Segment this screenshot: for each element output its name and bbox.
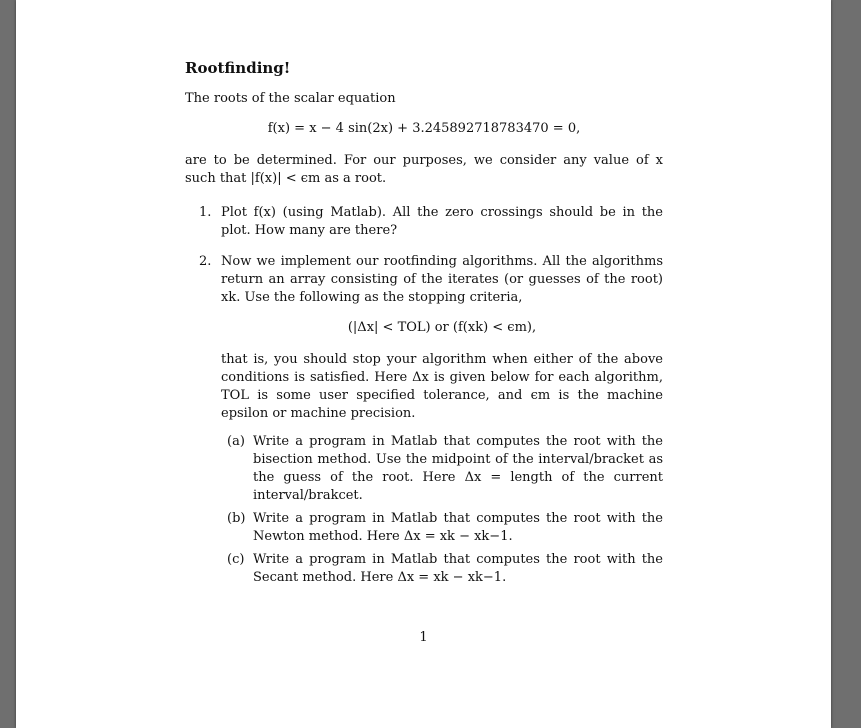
subitem-text: Write a program in Matlab that computes the root with the Secant method. Here Δx = xk − xk−1.: [253, 552, 663, 585]
sublist-item: [221, 551, 663, 587]
main-equation: f(x) = x − 4 sin(2x) + 3.245892718783470 = 0,: [267, 121, 581, 136]
item-text: Plot f(x) (using Matlab). All the zero crossings should be in the plot. How many are there?: [221, 205, 663, 238]
sublist-item: [221, 433, 663, 505]
item-number: 1.: [199, 205, 212, 220]
subitem-text: Write a program in Matlab that computes the root with the Newton method. Here Δx = xk − xk−1.: [253, 511, 663, 544]
subitem-label: (c): [227, 552, 245, 567]
stopping-criteria-equation: (|Δx| < TOL) or (f(xk) < ϵm),: [347, 320, 537, 335]
equation-description: are to be determined. For our purposes, we consider any value of x such that |f(x)| < ϵm as a root.: [185, 153, 663, 186]
item-followup-text: that is, you should stop your algorithm when either of the above conditions is satisfied. Here Δx is given below for each algorithm, TOL is some user specified tolerance, and ϵm is the machine epsilon or machine precision.: [221, 352, 663, 421]
intro-text: The roots of the scalar equation: [185, 91, 396, 106]
document-page: [16, 0, 831, 728]
subitem-text: Write a program in Matlab that computes the root with the bisection method. Use the midpoint of the interval/bracket as the guess of the root. Here Δx = length of the current interval/brakcet.: [253, 434, 663, 503]
section-title: Rootfinding!: [185, 59, 291, 77]
list-item: [185, 253, 663, 587]
sublist-item: [221, 510, 663, 546]
page-content: [185, 58, 663, 600]
list-item: [185, 204, 663, 240]
subitem-label: (a): [227, 434, 245, 449]
subitem-label: (b): [227, 511, 246, 526]
subtask-list: [221, 433, 663, 587]
item-number: 2.: [199, 254, 212, 269]
page-number: 1: [419, 630, 428, 645]
item-text: Now we implement our rootfinding algorithms. All the algorithms return an array consisting of the iterates (or guesses of the root) xk. Use the following as the stopping criteria,: [221, 254, 663, 305]
task-list: [185, 204, 663, 587]
